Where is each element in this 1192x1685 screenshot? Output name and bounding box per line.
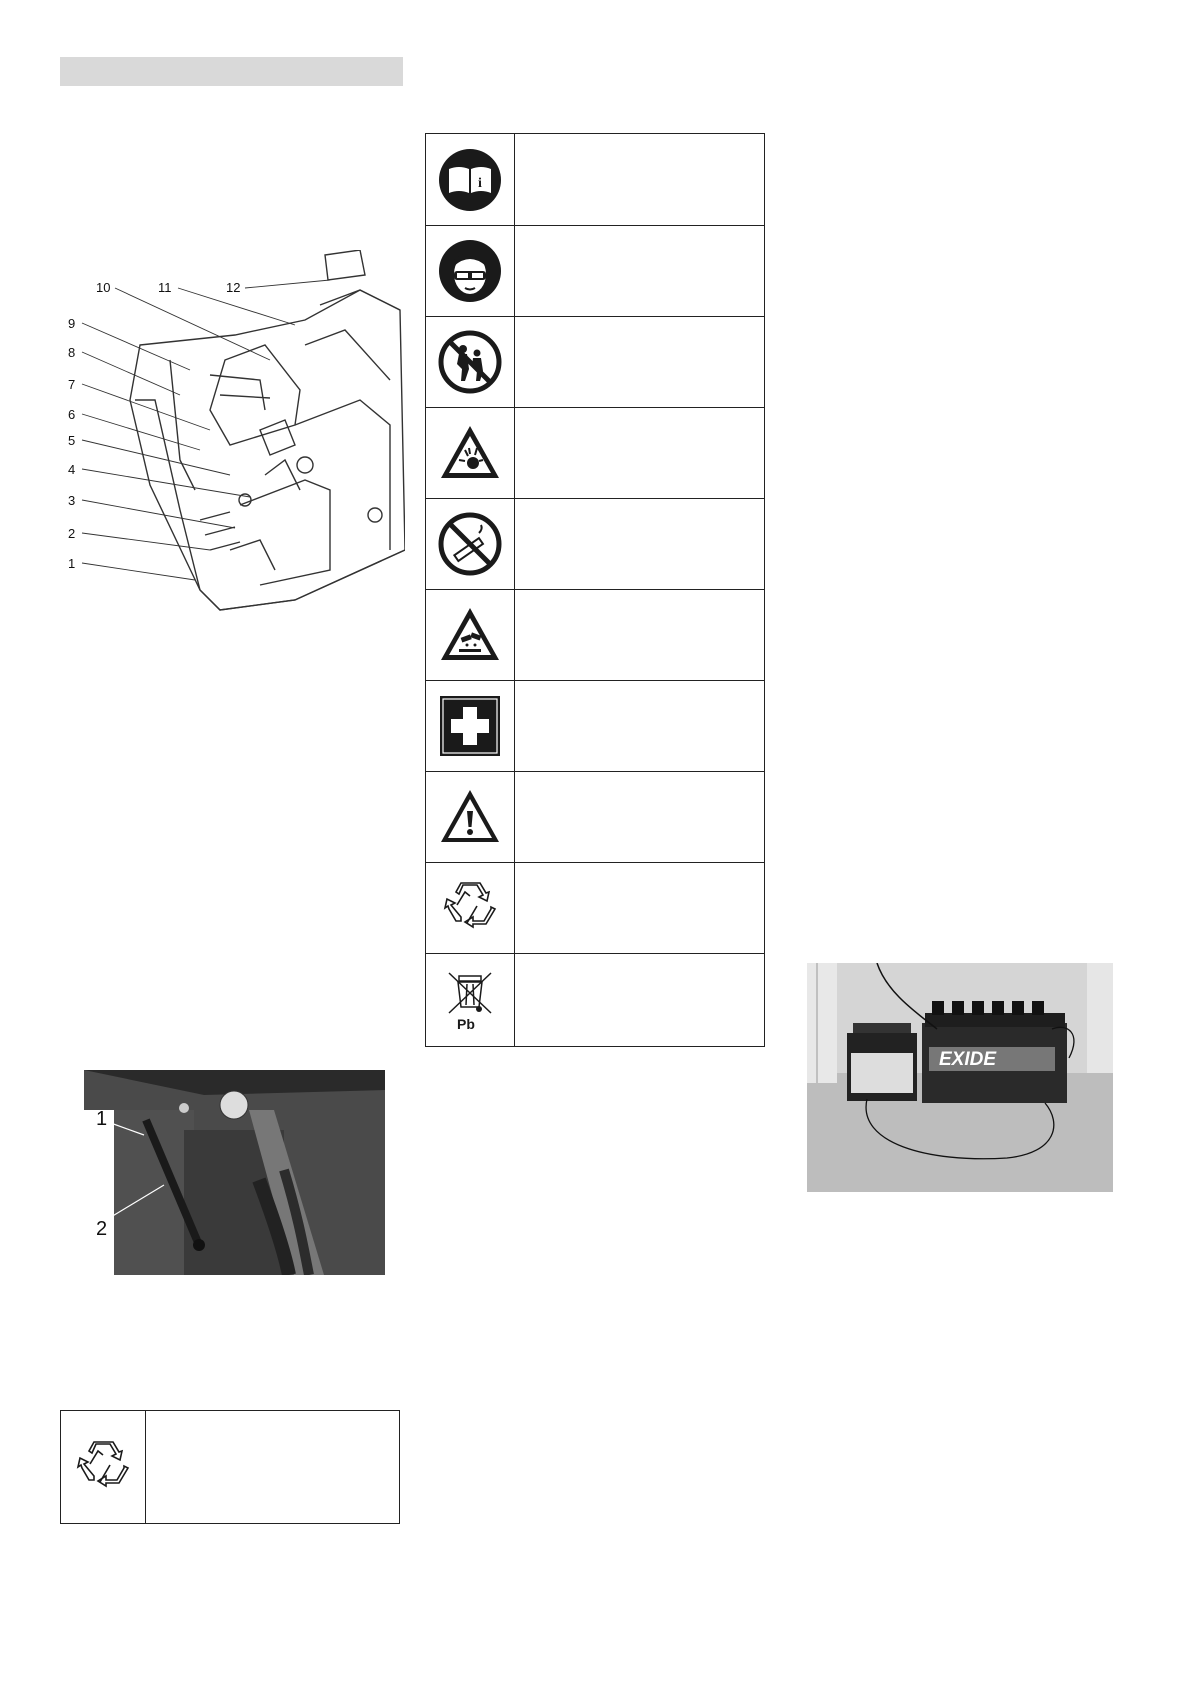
lever-photo (84, 1070, 385, 1275)
callout-3: 3 (68, 493, 76, 508)
callout-8: 8 (68, 345, 76, 360)
no-smoking-icon (437, 511, 503, 577)
symbol-row (426, 499, 764, 590)
wear-eye-protection-icon (437, 238, 503, 304)
symbol-row (426, 681, 764, 772)
callout-1: 1 (68, 556, 76, 571)
explosion-hazard-icon (437, 420, 503, 486)
lever-callout-1: 1 (96, 1108, 108, 1130)
callout-12: 12 (226, 280, 241, 295)
lever-callout-2: 2 (96, 1218, 108, 1240)
recycle-icon (437, 875, 503, 941)
general-warning-icon (437, 784, 503, 850)
symbol-row (426, 408, 764, 499)
read-manual-icon (437, 147, 503, 213)
first-aid-icon (437, 693, 503, 759)
symbol-row (426, 863, 764, 954)
symbol-row (426, 226, 764, 317)
symbol-row (426, 317, 764, 408)
svg-text:i: i (478, 175, 482, 191)
callout-9: 9 (68, 316, 76, 331)
pb-label: Pb (457, 1016, 475, 1032)
callout-7: 7 (68, 377, 76, 392)
callout-2: 2 (68, 526, 76, 541)
symbol-row (426, 590, 764, 681)
callout-4: 4 (68, 462, 76, 477)
callout-11: 11 (158, 280, 172, 295)
section-header-bar (60, 57, 403, 86)
symbol-row (426, 772, 764, 863)
symbol-row (426, 954, 764, 1046)
recycling-notice-box (60, 1410, 400, 1524)
battery-charger-photo (807, 963, 1113, 1192)
callout-5: 5 (68, 433, 76, 448)
crossed-bin-pb-icon (437, 967, 503, 1033)
symbol-row (426, 134, 764, 226)
keep-children-away-icon (437, 329, 503, 395)
callout-6: 6 (68, 407, 76, 422)
callout-10: 10 (96, 280, 111, 295)
corrosive-acid-icon (437, 602, 503, 668)
recycle-icon (70, 1434, 136, 1500)
safety-symbol-table (425, 133, 765, 1047)
machine-diagram (60, 250, 405, 655)
battery-brand-label: EXIDE (939, 1049, 997, 1070)
